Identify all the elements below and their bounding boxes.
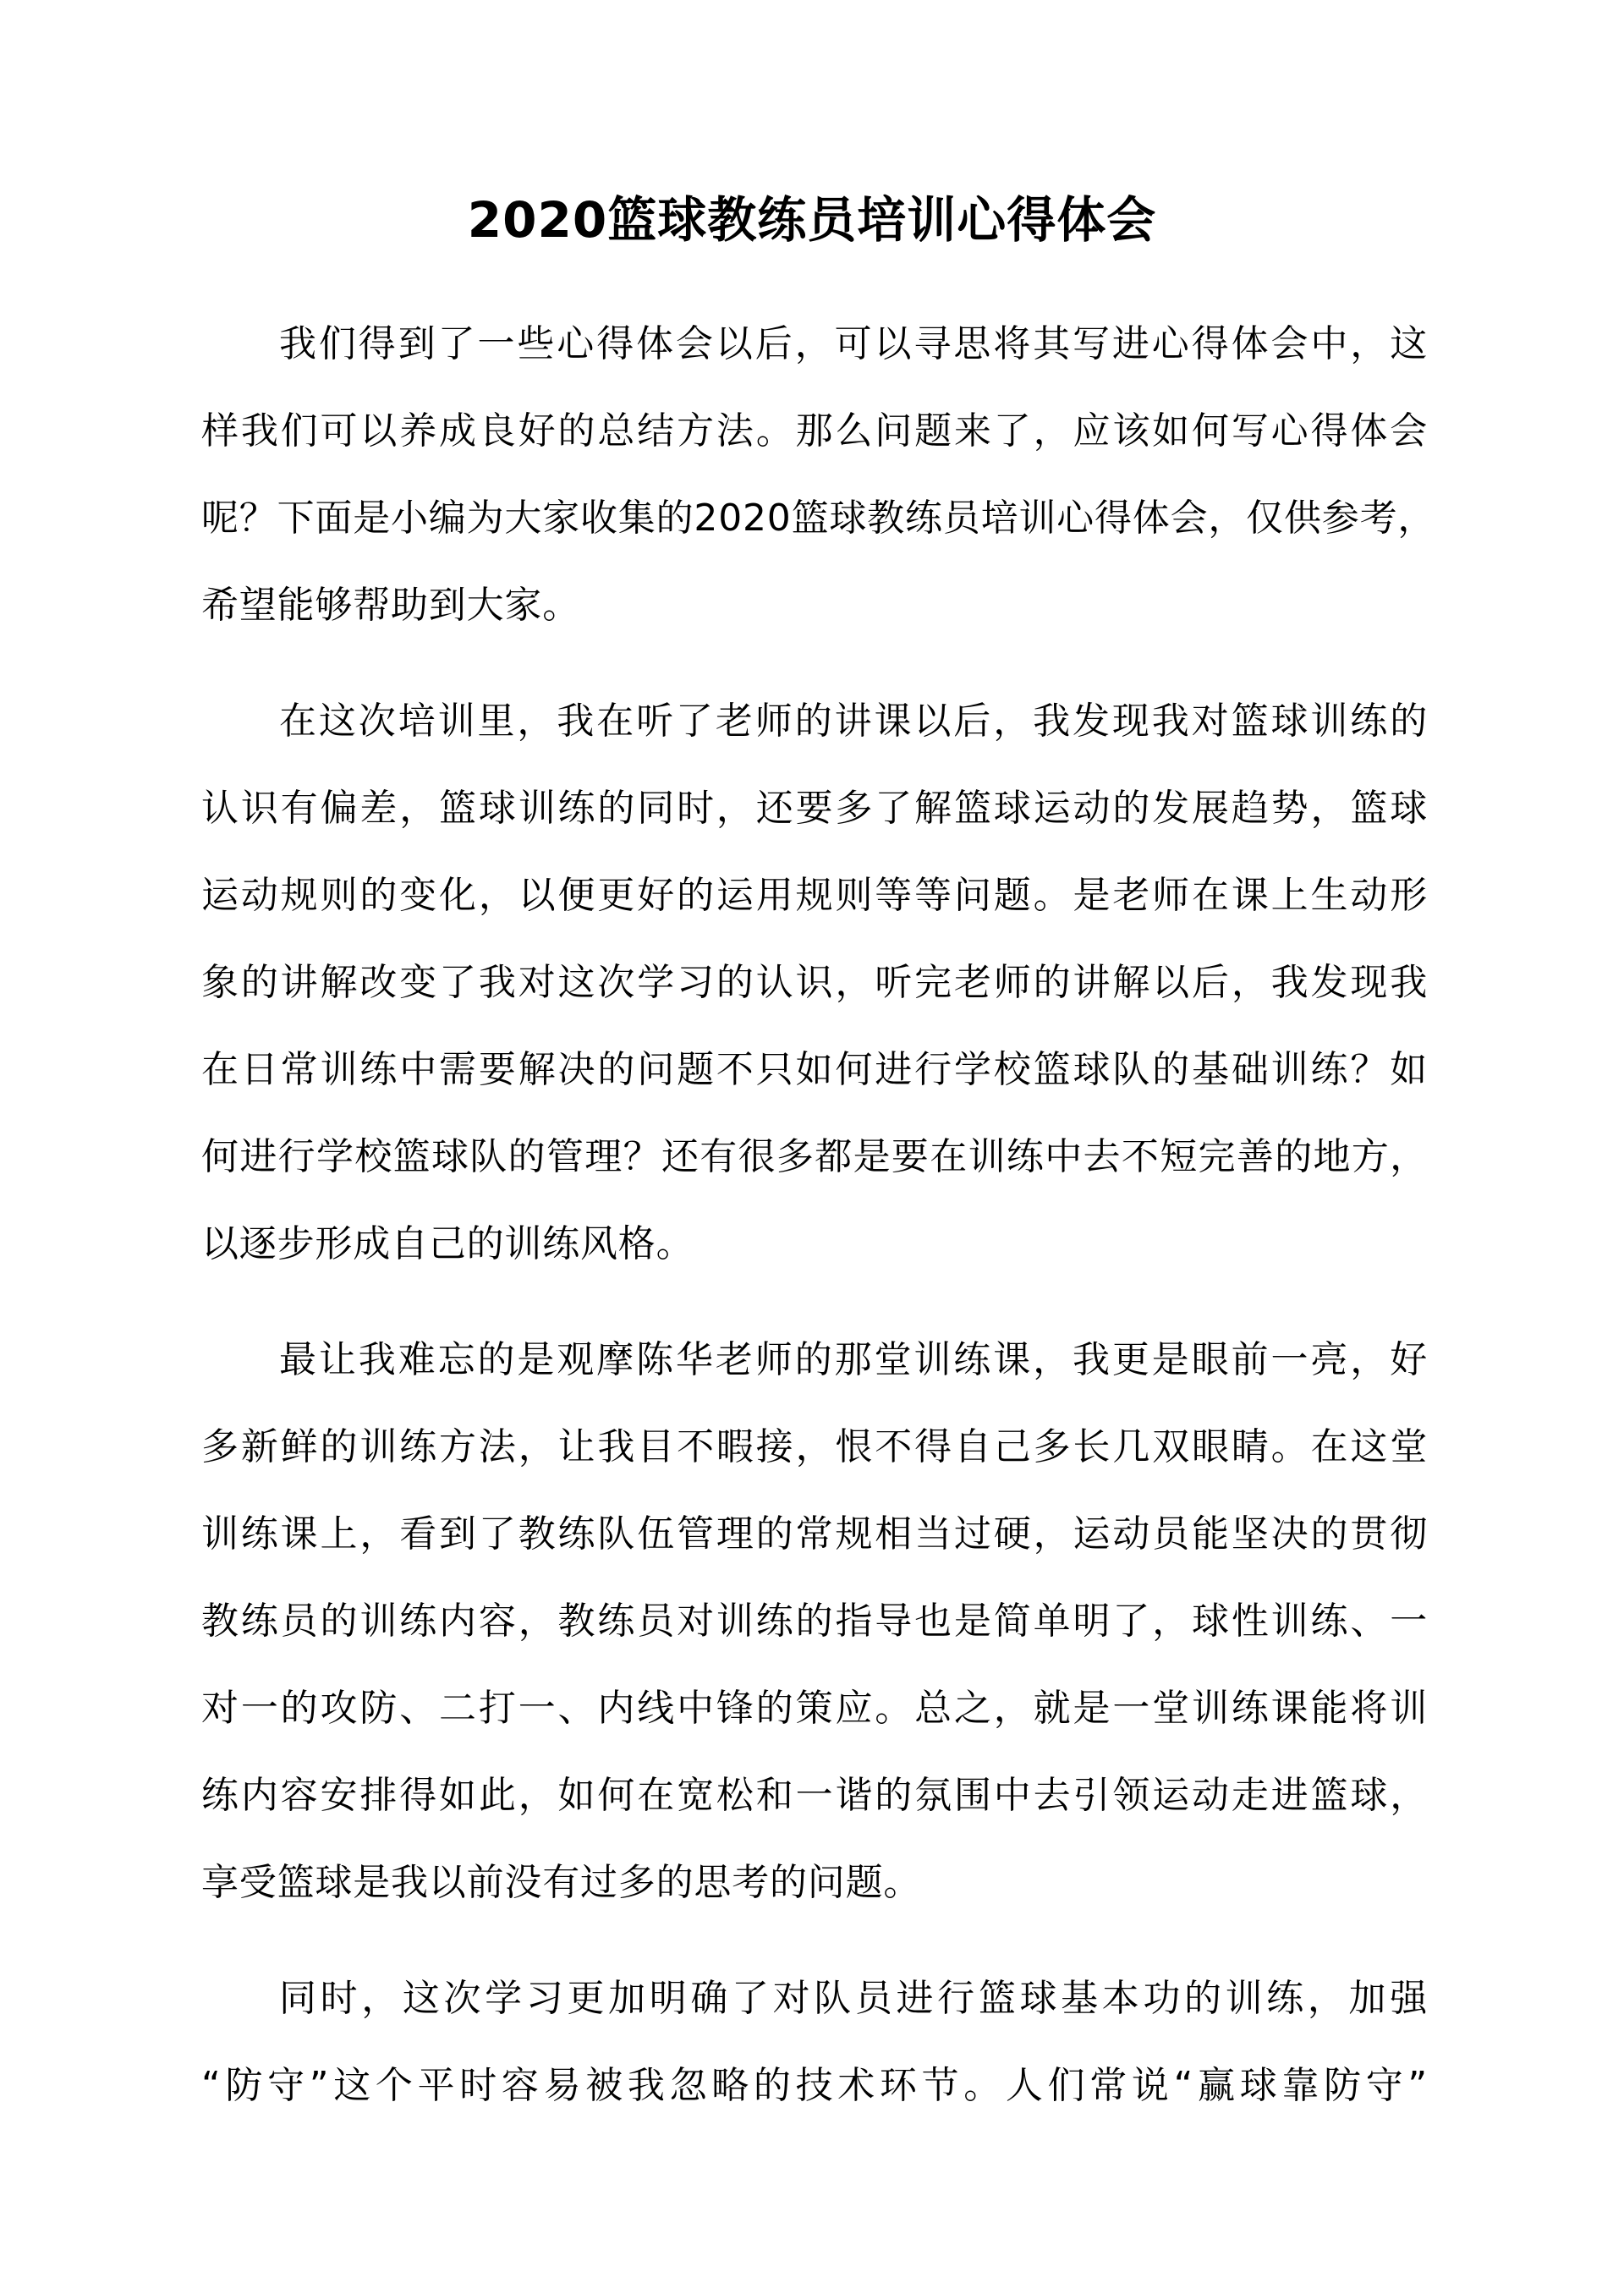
paragraph-line: 享受篮球是我以前没有过多的思考的问题。 — [201, 1861, 922, 1904]
paragraph-line: 教练员的训练内容，教练员对训练的指导也是简单明了，球性训练、一 — [201, 1600, 1428, 1643]
paragraph-line: 在日常训练中需要解决的问题不只如何进行学校篮球队的基础训练？如 — [201, 1048, 1428, 1091]
paragraph-1 — [201, 300, 1436, 649]
paragraph-3 — [201, 1316, 1428, 1926]
paragraph-line: 样我们可以养成良好的总结方法。那么问题来了，应该如何写心得体会 — [201, 409, 1428, 453]
paragraph-line: 训练课上，看到了教练队伍管理的常规相当过硬，运动员能坚决的贯彻 — [201, 1512, 1428, 1556]
paragraph-line: 呢？下面是小编为大家收集的2020篮球教练员培训心得体会，仅供参考， — [201, 497, 1436, 540]
paragraph-line: 多新鲜的训练方法，让我目不暇接，恨不得自己多长几双眼睛。在这堂 — [201, 1425, 1428, 1468]
paragraph-4 — [201, 1955, 1428, 2129]
paragraph-line: 在这次培训里，我在听了老师的讲课以后，我发现我对篮球训练的 — [279, 700, 1428, 743]
paragraph-line: 象的讲解改变了我对这次学习的认识，听完老师的讲解以后，我发现我 — [201, 961, 1428, 1004]
paragraph-line: 同时，这次学习更加明确了对队员进行篮球基本功的训练，加强 — [279, 1977, 1428, 2020]
paragraph-2 — [201, 678, 1428, 1287]
paragraph-line: “防守”这个平时容易被我忽略的技术环节。人们常说“赢球靠防守” — [201, 2064, 1428, 2107]
paragraph-line: 练内容安排得如此，如何在宽松和一谐的氛围中去引领运动走进篮球， — [201, 1774, 1428, 1817]
paragraph-line: 最让我难忘的是观摩陈华老师的那堂训练课，我更是眼前一亮，好 — [279, 1338, 1428, 1381]
paragraph-line: 以逐步形成自己的训练风格。 — [201, 1222, 694, 1265]
paragraph-line: 希望能够帮助到大家。 — [201, 584, 580, 627]
paragraph-line: 对一的攻防、二打一、内线中锋的策应。总之，就是一堂训练课能将训 — [201, 1687, 1428, 1730]
paragraph-line: 运动规则的变化，以便更好的运用规则等等问题。是老师在课上生动形 — [201, 874, 1428, 917]
document-title: 2020篮球教练员培训心得体会 — [467, 191, 1157, 249]
paragraph-line: 认识有偏差，篮球训练的同时，还要多了解篮球运动的发展趋势，篮球 — [201, 787, 1428, 830]
paragraph-line: 我们得到了一些心得体会以后，可以寻思将其写进心得体会中，这 — [279, 322, 1428, 365]
document-body — [201, 300, 1436, 2158]
paragraph-line: 何进行学校篮球队的管理？还有很多都是要在训练中去不短完善的地方， — [201, 1135, 1428, 1178]
